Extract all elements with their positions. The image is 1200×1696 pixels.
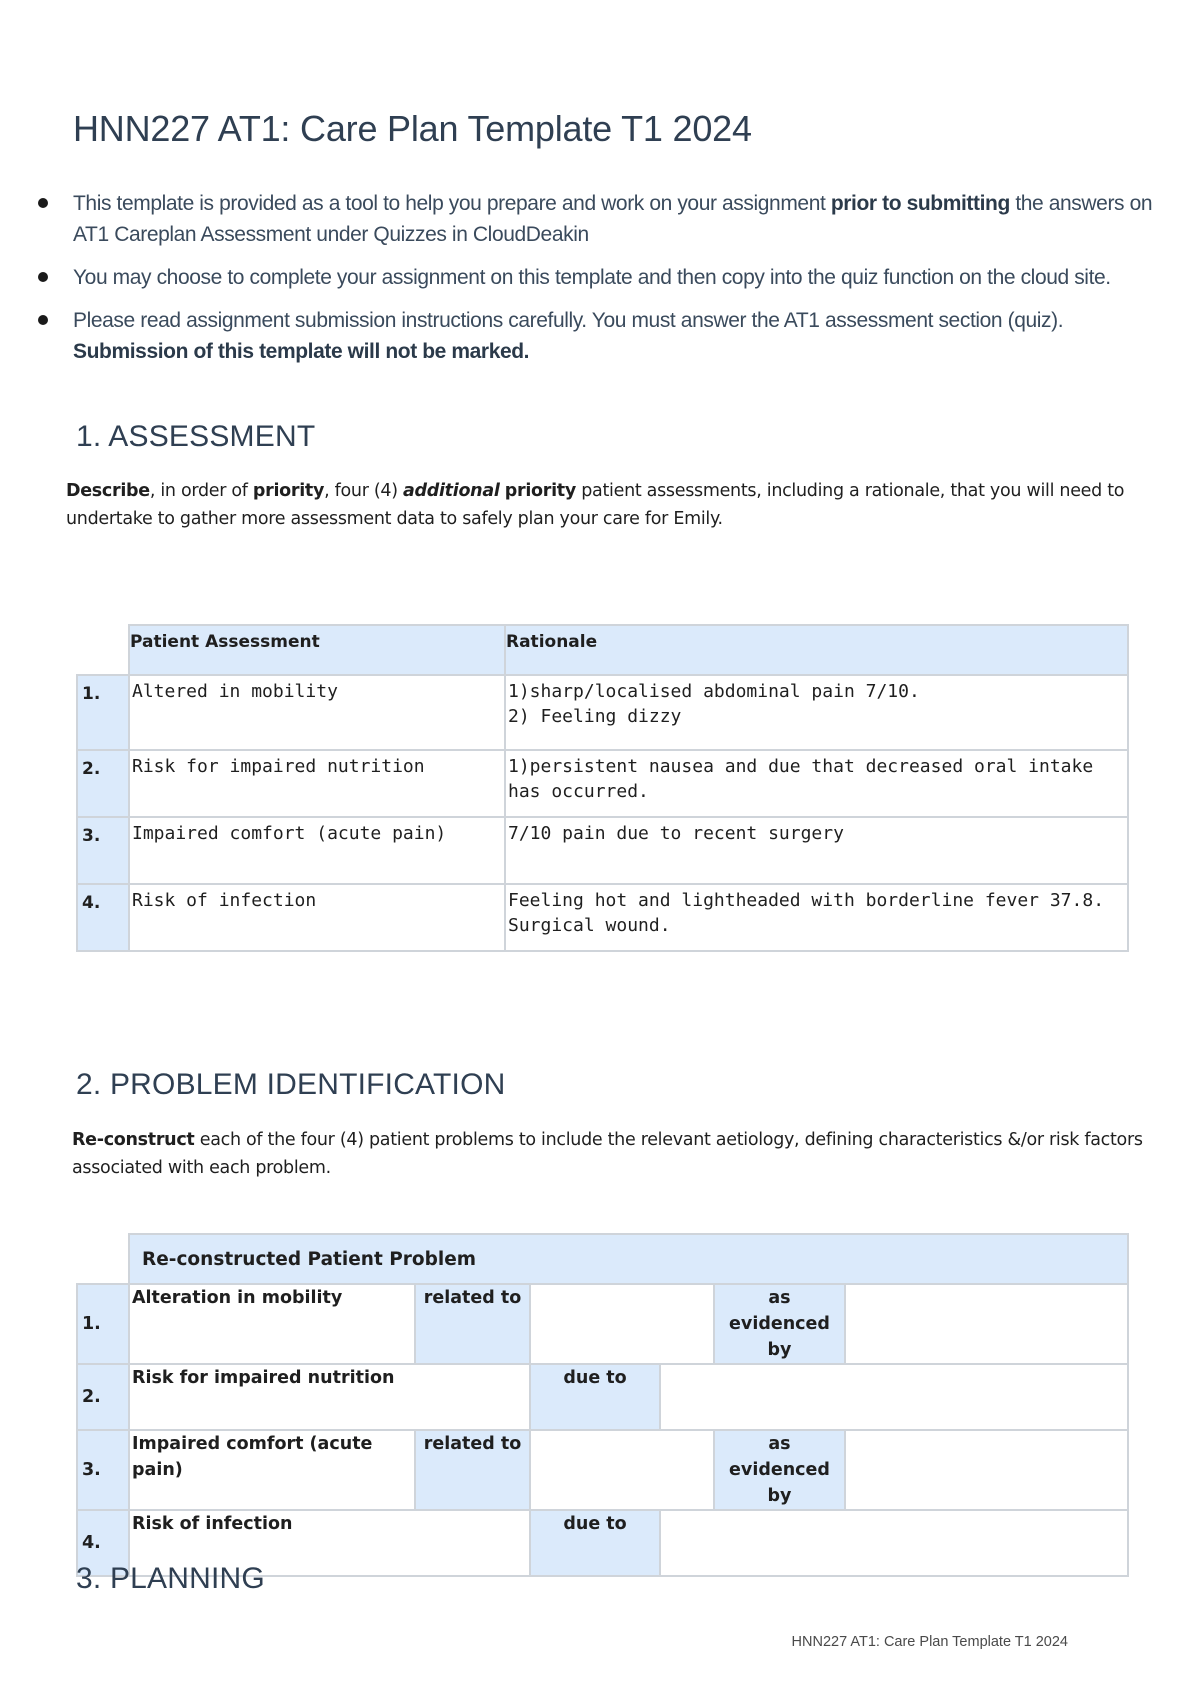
problem-label: Risk of infection — [129, 1510, 530, 1576]
table-row: 3. Impaired comfort (acute pain) related to as evidenced by — [77, 1430, 1128, 1510]
connector-label: related to — [415, 1430, 530, 1510]
risk-factor-input-cell[interactable] — [660, 1510, 1128, 1576]
problem-table — [76, 1233, 1129, 1577]
connector-label: due to — [530, 1364, 660, 1430]
problem-label: Alteration in mobility — [129, 1284, 415, 1364]
table-row: 4. Risk of infection Feeling hot and lightheaded with borderline fever 37.8. Surgical wound. — [77, 884, 1128, 951]
table-row: 2. Risk for impaired nutrition due to — [77, 1364, 1128, 1430]
evidence-label: as evidenced by — [714, 1430, 845, 1510]
problem-label: Impaired comfort (acute pain) — [129, 1430, 415, 1510]
table-row: 4. Risk of infection due to — [77, 1510, 1128, 1576]
problem-label: Risk for impaired nutrition — [129, 1364, 530, 1430]
assessment-heading: 1. ASSESSMENT — [76, 420, 316, 453]
assessment-cell[interactable]: Altered in mobility — [129, 675, 505, 750]
rationale-cell[interactable]: 7/10 pain due to recent surgery — [505, 817, 1128, 884]
table-row: 3. Impaired comfort (acute pain) 7/10 pain due to recent surgery — [77, 817, 1128, 884]
rationale-cell[interactable]: 1)sharp/localised abdominal pain 7/10. 2) Feeling dizzy — [505, 675, 1128, 750]
evidence-input-cell[interactable] — [845, 1430, 1128, 1510]
column-header-rationale: Rationale — [505, 625, 1128, 675]
evidence-input-cell[interactable] — [845, 1284, 1128, 1364]
table-header-row — [77, 625, 1128, 675]
page-footer: HNN227 AT1: Care Plan Template T1 2024 — [791, 1634, 1068, 1650]
assessment-instructions: Describe, in order of priority, four (4) additional priority patient assessments, including a rationale, that you will need to undertake to gather more assessment data to safely plan your care for Emily. — [66, 481, 1125, 529]
assessment-cell[interactable]: Impaired comfort (acute pain) — [129, 817, 505, 884]
rationale-cell[interactable]: 1)persistent nausea and due that decreased oral intake has occurred. — [505, 750, 1128, 817]
assessment-table — [76, 624, 1129, 952]
assessment-cell[interactable]: Risk for impaired nutrition — [129, 750, 505, 817]
assessment-cell[interactable]: Risk of infection — [129, 884, 505, 951]
aetiology-input-cell[interactable] — [530, 1284, 714, 1364]
bullet-dot-icon — [38, 315, 48, 325]
table-row: 1. Altered in mobility 1)sharp/localised abdominal pain 7/10. 2) Feeling dizzy — [77, 675, 1128, 750]
risk-factor-input-cell[interactable] — [660, 1364, 1128, 1430]
problem-identification-heading: 2. PROBLEM IDENTIFICATION — [76, 1068, 506, 1101]
table-header-row — [77, 1234, 1128, 1284]
aetiology-input-cell[interactable] — [530, 1430, 714, 1510]
table-row: 1. Alteration in mobility related to as evidenced by — [77, 1284, 1128, 1364]
connector-label: related to — [415, 1284, 530, 1364]
planning-heading: 3. PLANNING — [76, 1562, 265, 1595]
bullet-dot-icon — [38, 272, 48, 282]
table-row: 2. Risk for impaired nutrition 1)persistent nausea and due that decreased oral intake has occurred. — [77, 750, 1128, 817]
problem-instructions: Re-construct each of the four (4) patient problems to include the relevant aetiology, defining characteristics &/or risk factors associated with each problem. — [72, 1130, 1143, 1178]
bullet-dot-icon — [38, 198, 48, 208]
column-header-patient-assessment: Patient Assessment — [129, 625, 505, 675]
bullet-item: This template is provided as a tool to help you prepare and work on your assignment prior to submitting the answers on AT1 Careplan Assessment under Quizzes in CloudDeakin — [38, 188, 1168, 250]
document-title: HNN227 AT1: Care Plan Template T1 2024 — [73, 108, 752, 149]
connector-label: due to — [530, 1510, 660, 1576]
submission-note: Submission of this template will not be marked. — [73, 340, 530, 363]
bullet-item: Please read assignment submission instructions carefully. You must answer the AT1 assessment section (quiz). Submission of this template will not be marked. — [38, 305, 1168, 367]
bullet-item: You may choose to complete your assignment on this template and then copy into the quiz function on the cloud site. — [38, 262, 1168, 293]
problem-table-banner: Re-constructed Patient Problem — [129, 1234, 1128, 1284]
intro-bullet-list — [38, 188, 1168, 379]
evidence-label: as evidenced by — [714, 1284, 845, 1364]
rationale-cell[interactable]: Feeling hot and lightheaded with borderline fever 37.8. Surgical wound. — [505, 884, 1128, 951]
